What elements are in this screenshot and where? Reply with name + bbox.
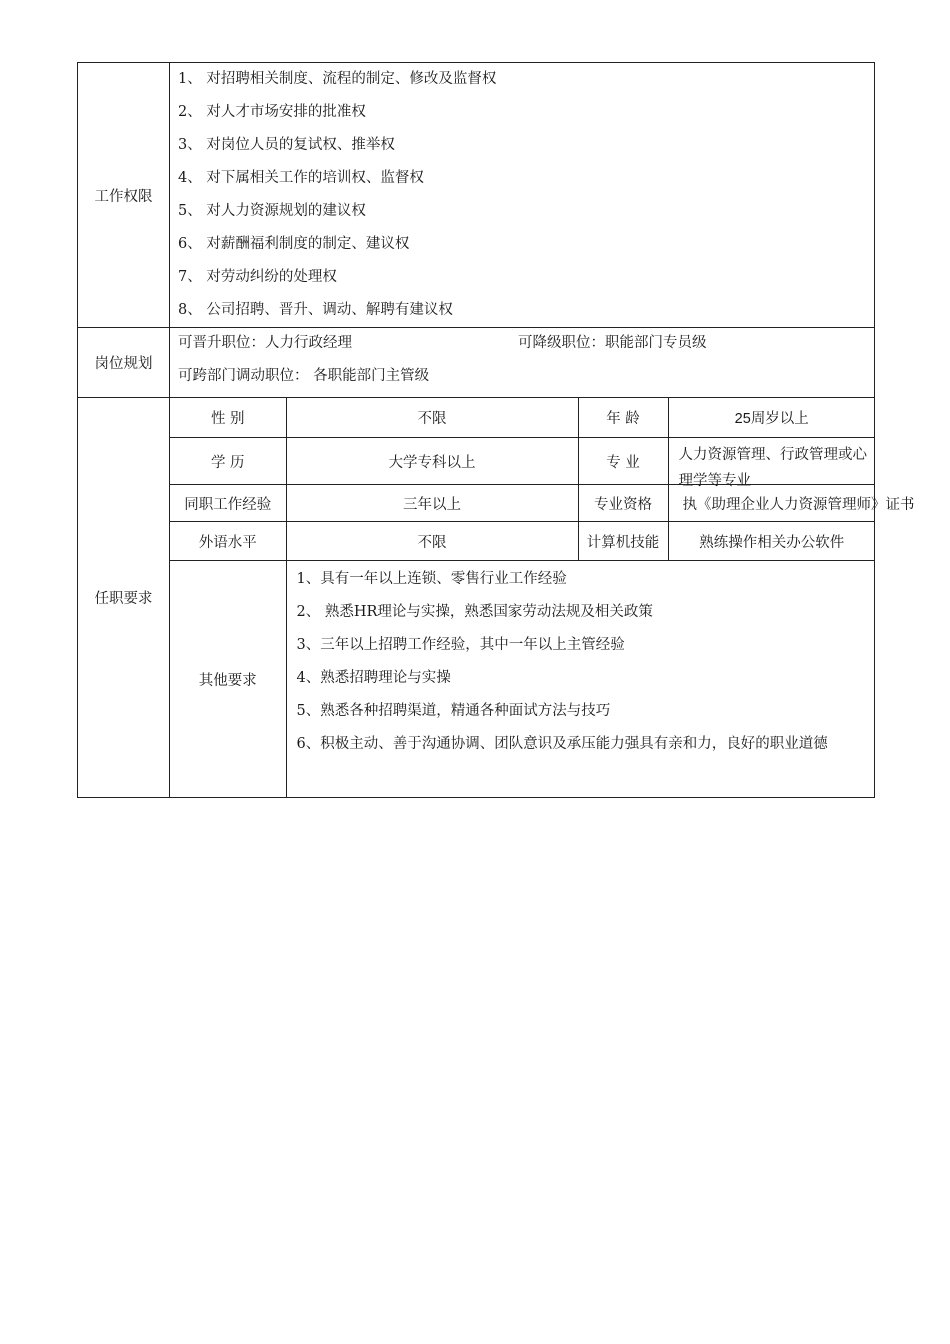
req-row-experience-qualification bbox=[170, 485, 875, 522]
planning-line-2 bbox=[170, 361, 874, 394]
other-item: 1、具有一年以上连锁、零售行业工作经验 bbox=[296, 571, 567, 587]
other-item: 4、熟悉招聘理论与实操 bbox=[296, 670, 451, 686]
other-requirements-list bbox=[287, 561, 876, 767]
authority-list bbox=[170, 63, 874, 327]
age-unit: 周岁以上 bbox=[750, 411, 809, 427]
authority-item: 1、 对招聘相关制度、流程的制定、修改及监督权 bbox=[178, 71, 497, 87]
qualification-label: 专业资格 bbox=[578, 485, 668, 522]
job-table bbox=[77, 62, 915, 798]
authority-item: 8、 公司招聘、晋升、调动、解聘有建议权 bbox=[178, 302, 453, 318]
qualification-value: 执《助理企业人力资源管理师》证书 bbox=[682, 496, 915, 513]
authority-item: 3、 对岗位人员的复试权、推举权 bbox=[178, 137, 395, 153]
req-row-language-computer bbox=[170, 522, 875, 561]
authority-item: 5、 对人力资源规划的建议权 bbox=[178, 203, 366, 219]
job-description-sheet bbox=[77, 62, 915, 798]
demote-position: 可降级职位：职能部门专员级 bbox=[518, 335, 707, 351]
authority-item: 4、 对下属相关工作的培训权、监督权 bbox=[178, 170, 424, 186]
requirements-label: 任职要求 bbox=[78, 398, 170, 798]
language-value: 不限 bbox=[286, 522, 578, 561]
other-item: 3、三年以上招聘工作经验，其中一年以上主管经验 bbox=[296, 637, 625, 653]
gender-value: 不限 bbox=[286, 398, 578, 438]
age-value bbox=[668, 398, 875, 438]
major-value: 人力资源管理、行政管理或心理学等专业 bbox=[678, 447, 867, 489]
computer-label: 计算机技能 bbox=[578, 522, 668, 561]
planning-content bbox=[170, 328, 875, 398]
promote-position: 可晋升职位：人力行政经理 bbox=[178, 335, 352, 351]
gender-label: 性 别 bbox=[170, 398, 286, 438]
other-item: 6、积极主动、善于沟通协调、团队意识及承压能力强具有亲和力，良好的职业道德 bbox=[296, 736, 828, 752]
age-number: 25 bbox=[734, 411, 751, 427]
requirements-table bbox=[170, 398, 915, 797]
requirements-row bbox=[78, 398, 875, 798]
authority-item: 2、 对人才市场安排的批准权 bbox=[178, 104, 366, 120]
experience-label: 同职工作经验 bbox=[170, 485, 286, 522]
other-content bbox=[286, 561, 875, 798]
other-item: 2、 熟悉HR理论与实操，熟悉国家劳动法规及相关政策 bbox=[296, 604, 653, 620]
education-label: 学 历 bbox=[170, 438, 286, 485]
authority-item: 7、 对劳动纠纷的处理权 bbox=[178, 269, 337, 285]
req-row-gender-age bbox=[170, 398, 875, 438]
planning-row bbox=[78, 328, 875, 398]
other-item: 5、熟悉各种招聘渠道，精通各种面试方法与技巧 bbox=[296, 703, 611, 719]
requirements-content bbox=[170, 398, 915, 798]
planning-label: 岗位规划 bbox=[78, 328, 170, 398]
req-row-other bbox=[170, 561, 875, 798]
experience-value: 三年以上 bbox=[286, 485, 578, 522]
education-value: 大学专科以上 bbox=[286, 438, 578, 485]
other-label: 其他要求 bbox=[170, 561, 286, 798]
authority-row bbox=[78, 63, 875, 328]
authority-content bbox=[170, 63, 875, 328]
computer-value: 熟练操作相关办公软件 bbox=[668, 522, 875, 561]
major-label: 专 业 bbox=[578, 438, 668, 485]
age-label: 年 龄 bbox=[578, 398, 668, 438]
req-row-education-major bbox=[170, 438, 875, 485]
transfer-position: 可跨部门调动职位： 各职能部门主管级 bbox=[178, 368, 430, 384]
authority-label: 工作权限 bbox=[78, 63, 170, 328]
authority-item: 6、 对薪酬福利制度的制定、建议权 bbox=[178, 236, 410, 252]
major-cell bbox=[668, 438, 875, 489]
language-label: 外语水平 bbox=[170, 522, 286, 561]
planning-line-1 bbox=[170, 328, 874, 361]
